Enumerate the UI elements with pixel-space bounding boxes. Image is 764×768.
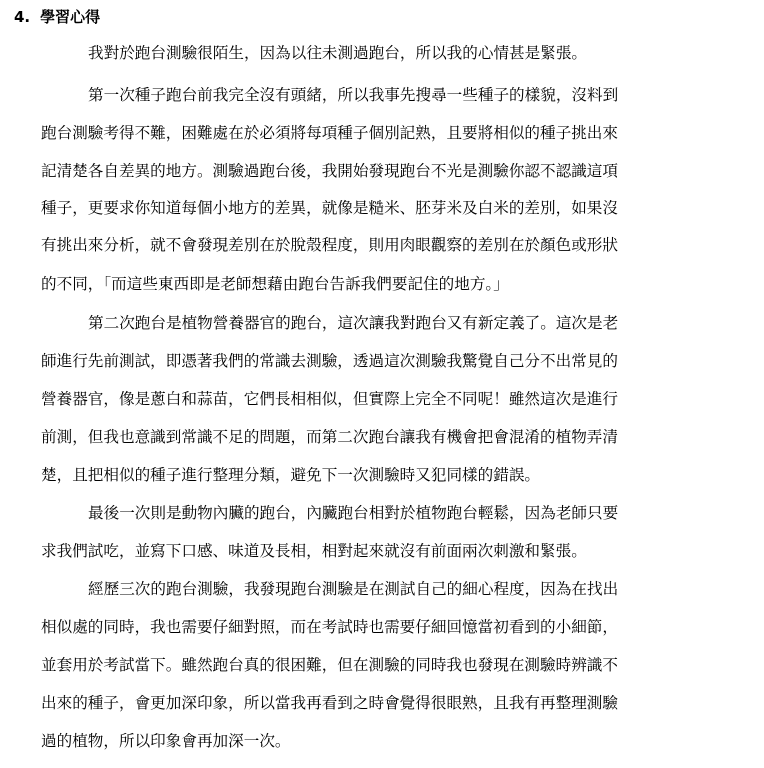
section-number: 4. <box>14 8 31 26</box>
text-line: 營養器官，像是蔥白和蒜苗，它們長相相似，但實際上完全不同呢！雖然這次是進行 <box>41 390 618 408</box>
text-line: 記清楚各自差異的地方。測驗過跑台後，我開始發現跑台不光是測驗你認不認識這項 <box>41 162 618 180</box>
text-line: 師進行先前測試，即憑著我們的常識去測驗，透過這次測驗我驚覺自己分不出常見的 <box>41 352 618 370</box>
text-line: 過的植物，所以印象會再加深一次。 <box>41 732 291 750</box>
text-line: 跑台測驗考得不難，困難處在於必須將每項種子個別記熟，且要將相似的種子挑出來 <box>41 124 618 142</box>
text-line: 種子，更要求你知道每個小地方的差異，就像是糙米、胚芽米及白米的差別，如果沒 <box>41 199 618 217</box>
text-line: 前測，但我也意識到常識不足的問題，而第二次跑台讓我有機會把會混淆的植物弄清 <box>41 428 618 446</box>
text-line: 第二次跑台是植物營養器官的跑台，這次讓我對跑台又有新定義了。這次是老 <box>88 314 619 332</box>
text-line: 有挑出來分析，就不會發現差別在於脫殼程度，則用肉眼觀察的差別在於顏色或形狀 <box>41 236 618 254</box>
text-line: 我對於跑台測驗很陌生，因為以往未測過跑台，所以我的心情甚是緊張。 <box>88 44 588 62</box>
text-line: 求我們試吃，並寫下口感、味道及長相，相對起來就沒有前面兩次刺激和緊張。 <box>41 542 587 560</box>
text-line: 最後一次則是動物內臟的跑台，內臟跑台相對於植物跑台輕鬆，因為老師只要 <box>88 504 619 522</box>
text-line: 的不同，「而這些東西即是老師想藉由跑台告訴我們要記住的地方。」 <box>41 275 509 293</box>
text-line: 相似處的同時，我也需要仔細對照，而在考試時也需要仔細回憶當初看到的小細節， <box>41 618 618 636</box>
text-line: 並套用於考試當下。雖然跑台真的很困難，但在測驗的同時我也發現在測驗時辨識不 <box>41 656 618 674</box>
section-heading <box>14 7 100 27</box>
text-line: 第一次種子跑台前我完全沒有頭緒，所以我事先搜尋一些種子的樣貌，沒料到 <box>88 86 619 104</box>
text-line: 出來的種子，會更加深印象，所以當我再看到之時會覺得很眼熟，且我有再整理測驗 <box>41 694 618 712</box>
section-title: 學習心得 <box>40 8 101 26</box>
text-line: 楚，且把相似的種子進行整理分類，避免下一次測驗時又犯同樣的錯誤。 <box>41 466 541 484</box>
text-line: 經歷三次的跑台測驗，我發現跑台測驗是在測試自己的細心程度，因為在找出 <box>88 580 619 598</box>
